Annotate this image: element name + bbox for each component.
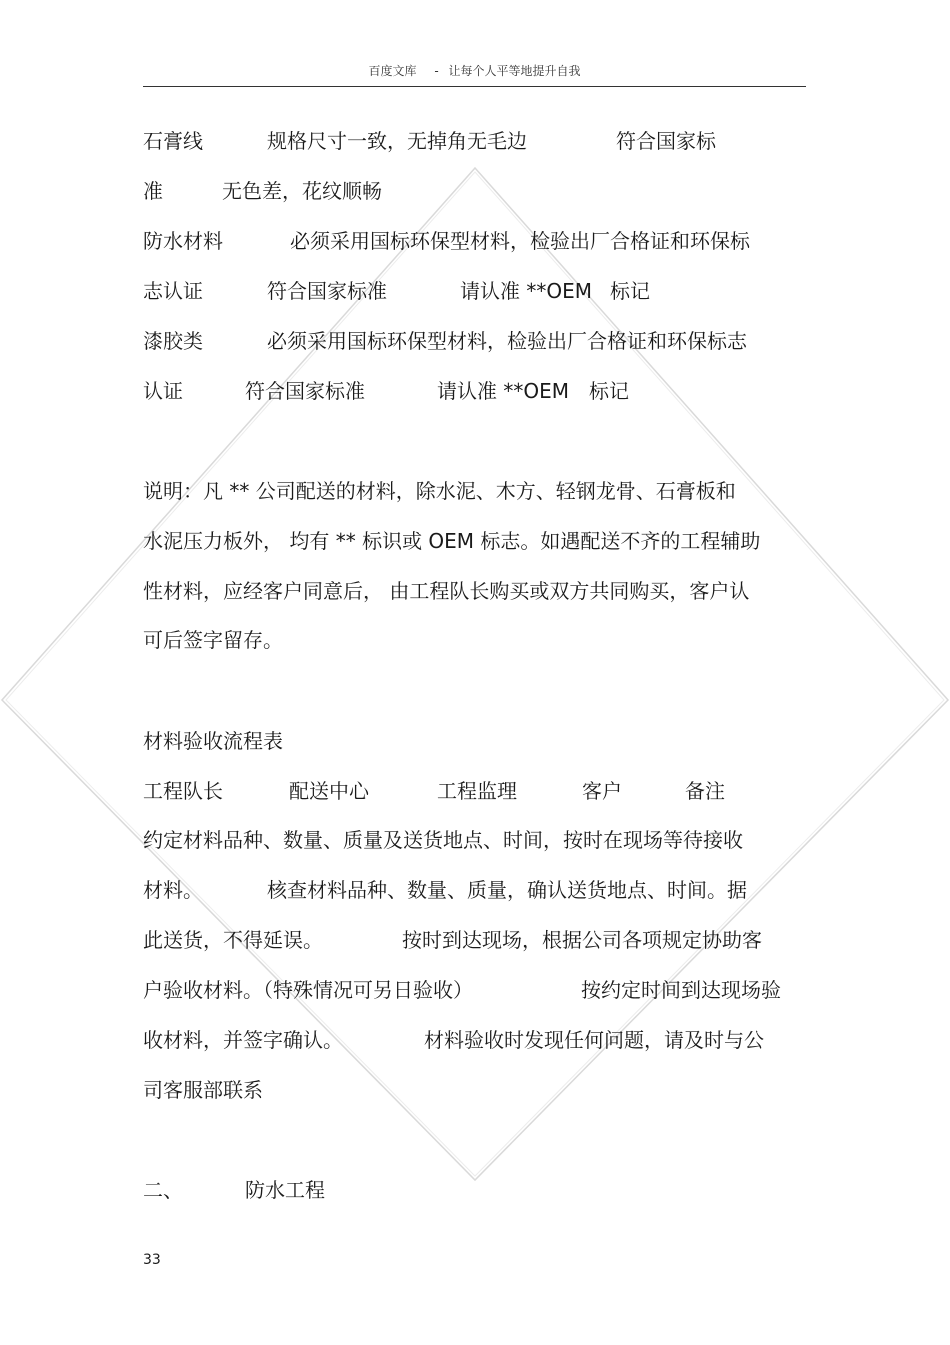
note-line: 可后签字留存。 (143, 628, 283, 652)
header-site: 百度文库 (368, 64, 417, 78)
material-row-waterproof-cont (143, 277, 806, 305)
flow-text-line (143, 1026, 806, 1054)
material-standard: 符合国家标 (616, 129, 716, 153)
note-line: 说明：凡 ** 公司配送的材料，除水泥、木方、轻钢龙骨、石膏板和 (143, 479, 736, 503)
material-requirement: 必须采用国标环保型材料，检验出厂合格证和环保标 (290, 229, 750, 253)
material-requirement-cont: 认证 (143, 379, 183, 403)
material-name: 防水材料 (143, 229, 223, 253)
page-header (143, 62, 806, 87)
material-name: 漆胶类 (143, 329, 203, 353)
flow-text-line (143, 876, 806, 904)
flow-text-line: 约定材料品种、数量、质量及送货地点、时间，按时在现场等待接收 (143, 828, 743, 852)
note-line: 性材料，应经客户同意后， 由工程队长购买或双方共同购买，客户认 (143, 579, 750, 603)
material-requirement: 规格尺寸一致，无掉角无毛边 (267, 129, 527, 153)
flow-text-line (143, 926, 806, 954)
flow-header-cell: 工程队长 (143, 779, 223, 803)
material-standard: 符合国家标准 (267, 279, 387, 303)
note-line: 水泥压力板外， 均有 ** 标识或 OEM 标志。如遇配送不齐的工程辅助 (143, 529, 761, 553)
flow-header-row (143, 777, 806, 805)
flow-header-cell: 客户 (582, 779, 622, 803)
flow-text-segment: 收材料，并签字确认。 (143, 1028, 343, 1052)
flow-header-cell: 配送中心 (289, 779, 369, 803)
material-mark-suffix: 标记 (610, 279, 650, 303)
material-mark: 请认准 **OEM (437, 379, 569, 403)
flow-title: 材料验收流程表 (143, 729, 283, 753)
material-requirement: 必须采用国标环保型材料，检验出厂合格证和环保标志 (267, 329, 747, 353)
section-heading (143, 1176, 806, 1204)
flow-header-cell: 备注 (685, 779, 725, 803)
section-title: 防水工程 (245, 1178, 325, 1202)
material-row-gypsum-cont (143, 177, 806, 205)
flow-text-segment: 核查材料品种、数量、质量，确认送货地点、时间。据 (267, 878, 747, 902)
material-mark-suffix: 标记 (589, 379, 629, 403)
header-slogan: 让每个人平等地提升自我 (448, 64, 581, 78)
material-name: 石膏线 (143, 129, 203, 153)
material-row-paint (143, 327, 806, 355)
flow-text-segment: 按时到达现场，根据公司各项规定协助客 (402, 928, 762, 952)
header-separator: - (434, 64, 439, 78)
material-row-gypsum (143, 127, 806, 155)
flow-text-segment: 材料验收时发现任何问题，请及时与公 (424, 1028, 764, 1052)
material-mark: 请认准 **OEM (460, 279, 592, 303)
material-row-paint-cont (143, 377, 806, 405)
material-extra: 无色差，花纹顺畅 (222, 179, 382, 203)
flow-text-segment: 此送货，不得延误。 (143, 928, 323, 952)
flow-text-line (143, 976, 806, 1004)
flow-text-line: 司客服部联系 (143, 1078, 263, 1102)
material-row-waterproof (143, 227, 806, 255)
material-standard-cont: 准 (143, 179, 163, 203)
material-standard: 符合国家标准 (245, 379, 365, 403)
material-requirement-cont: 志认证 (143, 279, 203, 303)
flow-header-cell: 工程监理 (437, 779, 517, 803)
page-number: 33 (143, 1252, 161, 1268)
flow-text-segment: 户验收材料。（特殊情况可另日验收） (143, 978, 473, 1002)
flow-text-segment: 材料。 (143, 878, 203, 902)
flow-text-segment: 按约定时间到达现场验 (581, 978, 781, 1002)
section-number: 二、 (143, 1178, 183, 1202)
